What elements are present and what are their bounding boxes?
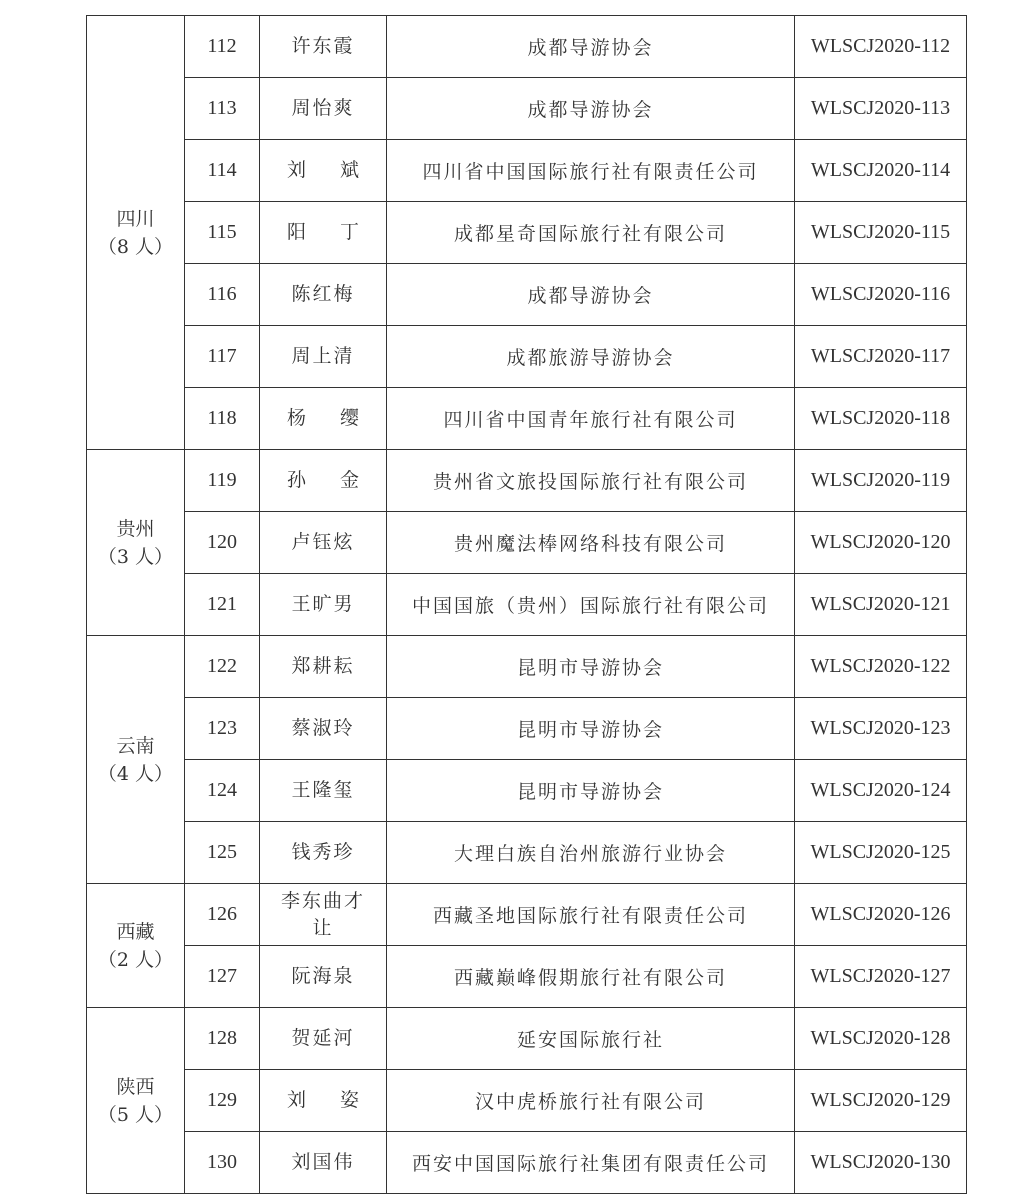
person-name-cell: 许东霞 bbox=[260, 16, 387, 78]
table-row bbox=[87, 1070, 967, 1132]
organization-cell: 西安中国国际旅行社集团有限责任公司 bbox=[387, 1132, 795, 1194]
table-row bbox=[87, 78, 967, 140]
certificate-number-cell: WLSCJ2020-113 bbox=[795, 78, 967, 140]
organization-cell: 贵州省文旅投国际旅行社有限公司 bbox=[387, 450, 795, 512]
person-name-cell: 陈红梅 bbox=[260, 264, 387, 326]
certificate-number-cell: WLSCJ2020-123 bbox=[795, 698, 967, 760]
serial-number-cell: 119 bbox=[185, 450, 260, 512]
person-name-cell: 阳 丁 bbox=[260, 202, 387, 264]
organization-cell: 成都导游协会 bbox=[387, 16, 795, 78]
region-count: （2 人） bbox=[97, 948, 174, 971]
region-cell bbox=[87, 1008, 185, 1194]
table-row bbox=[87, 822, 967, 884]
table-row bbox=[87, 326, 967, 388]
region-count: （5 人） bbox=[97, 1103, 174, 1126]
roster-body bbox=[87, 16, 967, 1194]
person-name-cell: 杨 缨 bbox=[260, 388, 387, 450]
table-row bbox=[87, 698, 967, 760]
certificate-number-cell: WLSCJ2020-127 bbox=[795, 946, 967, 1008]
region-cell bbox=[87, 16, 185, 450]
serial-number-cell: 121 bbox=[185, 574, 260, 636]
table-row bbox=[87, 1008, 967, 1070]
person-name-cell: 蔡淑玲 bbox=[260, 698, 387, 760]
person-name-cell: 孙 金 bbox=[260, 450, 387, 512]
table-row bbox=[87, 760, 967, 822]
serial-number-cell: 120 bbox=[185, 512, 260, 574]
serial-number-cell: 117 bbox=[185, 326, 260, 388]
certificate-number-cell: WLSCJ2020-126 bbox=[795, 884, 967, 946]
table-row bbox=[87, 884, 967, 946]
serial-number-cell: 118 bbox=[185, 388, 260, 450]
certificate-number-cell: WLSCJ2020-129 bbox=[795, 1070, 967, 1132]
certificate-number-cell: WLSCJ2020-130 bbox=[795, 1132, 967, 1194]
table-row bbox=[87, 1132, 967, 1194]
serial-number-cell: 113 bbox=[185, 78, 260, 140]
table-row bbox=[87, 16, 967, 78]
region-count: （4 人） bbox=[97, 762, 174, 785]
person-name-cell: 卢钰炫 bbox=[260, 512, 387, 574]
table-row bbox=[87, 450, 967, 512]
organization-cell: 贵州魔法棒网络科技有限公司 bbox=[387, 512, 795, 574]
certificate-number-cell: WLSCJ2020-118 bbox=[795, 388, 967, 450]
person-name-cell: 王旷男 bbox=[260, 574, 387, 636]
table-row bbox=[87, 636, 967, 698]
certificate-number-cell: WLSCJ2020-120 bbox=[795, 512, 967, 574]
person-name-cell: 周怡爽 bbox=[260, 78, 387, 140]
certificate-number-cell: WLSCJ2020-116 bbox=[795, 264, 967, 326]
certificate-number-cell: WLSCJ2020-122 bbox=[795, 636, 967, 698]
organization-cell: 昆明市导游协会 bbox=[387, 636, 795, 698]
organization-cell: 昆明市导游协会 bbox=[387, 760, 795, 822]
region-cell bbox=[87, 884, 185, 1008]
certificate-number-cell: WLSCJ2020-119 bbox=[795, 450, 967, 512]
person-name-cell: 王隆玺 bbox=[260, 760, 387, 822]
serial-number-cell: 116 bbox=[185, 264, 260, 326]
certificate-number-cell: WLSCJ2020-124 bbox=[795, 760, 967, 822]
person-name-cell: 刘 斌 bbox=[260, 140, 387, 202]
certificate-number-cell: WLSCJ2020-115 bbox=[795, 202, 967, 264]
table-row bbox=[87, 388, 967, 450]
person-name-cell: 郑耕耘 bbox=[260, 636, 387, 698]
table-row bbox=[87, 946, 967, 1008]
organization-cell: 汉中虎桥旅行社有限公司 bbox=[387, 1070, 795, 1132]
table-row bbox=[87, 512, 967, 574]
organization-cell: 西藏圣地国际旅行社有限责任公司 bbox=[387, 884, 795, 946]
table-row bbox=[87, 202, 967, 264]
person-name-cell: 刘 姿 bbox=[260, 1070, 387, 1132]
serial-number-cell: 125 bbox=[185, 822, 260, 884]
organization-cell: 成都导游协会 bbox=[387, 78, 795, 140]
organization-cell: 延安国际旅行社 bbox=[387, 1008, 795, 1070]
region-count: （8 人） bbox=[97, 235, 174, 258]
organization-cell: 四川省中国青年旅行社有限公司 bbox=[387, 388, 795, 450]
organization-cell: 大理白族自治州旅游行业协会 bbox=[387, 822, 795, 884]
person-name-cell: 钱秀珍 bbox=[260, 822, 387, 884]
person-name-cell: 贺延河 bbox=[260, 1008, 387, 1070]
certificate-number-cell: WLSCJ2020-114 bbox=[795, 140, 967, 202]
region-name: 贵州 bbox=[116, 517, 155, 540]
organization-cell: 成都旅游导游协会 bbox=[387, 326, 795, 388]
serial-number-cell: 114 bbox=[185, 140, 260, 202]
certificate-number-cell: WLSCJ2020-128 bbox=[795, 1008, 967, 1070]
serial-number-cell: 130 bbox=[185, 1132, 260, 1194]
person-name-cell: 周上清 bbox=[260, 326, 387, 388]
roster-table bbox=[86, 15, 967, 1194]
region-cell bbox=[87, 636, 185, 884]
table-row bbox=[87, 264, 967, 326]
person-name-cell: 阮海泉 bbox=[260, 946, 387, 1008]
region-name: 云南 bbox=[116, 734, 155, 757]
certificate-number-cell: WLSCJ2020-112 bbox=[795, 16, 967, 78]
serial-number-cell: 126 bbox=[185, 884, 260, 946]
certificate-number-cell: WLSCJ2020-121 bbox=[795, 574, 967, 636]
region-name: 陕西 bbox=[116, 1075, 155, 1098]
organization-cell: 四川省中国国际旅行社有限责任公司 bbox=[387, 140, 795, 202]
region-name: 西藏 bbox=[116, 920, 155, 943]
person-name-cell: 李东曲才让 bbox=[260, 884, 387, 946]
serial-number-cell: 123 bbox=[185, 698, 260, 760]
certificate-number-cell: WLSCJ2020-117 bbox=[795, 326, 967, 388]
table-row bbox=[87, 140, 967, 202]
organization-cell: 中国国旅（贵州）国际旅行社有限公司 bbox=[387, 574, 795, 636]
serial-number-cell: 115 bbox=[185, 202, 260, 264]
serial-number-cell: 128 bbox=[185, 1008, 260, 1070]
table-row bbox=[87, 574, 967, 636]
serial-number-cell: 129 bbox=[185, 1070, 260, 1132]
serial-number-cell: 127 bbox=[185, 946, 260, 1008]
organization-cell: 成都导游协会 bbox=[387, 264, 795, 326]
organization-cell: 成都星奇国际旅行社有限公司 bbox=[387, 202, 795, 264]
serial-number-cell: 112 bbox=[185, 16, 260, 78]
serial-number-cell: 122 bbox=[185, 636, 260, 698]
organization-cell: 昆明市导游协会 bbox=[387, 698, 795, 760]
organization-cell: 西藏巅峰假期旅行社有限公司 bbox=[387, 946, 795, 1008]
serial-number-cell: 124 bbox=[185, 760, 260, 822]
region-cell bbox=[87, 450, 185, 636]
person-name-cell: 刘国伟 bbox=[260, 1132, 387, 1194]
region-name: 四川 bbox=[116, 207, 155, 230]
region-count: （3 人） bbox=[97, 545, 174, 568]
certificate-number-cell: WLSCJ2020-125 bbox=[795, 822, 967, 884]
